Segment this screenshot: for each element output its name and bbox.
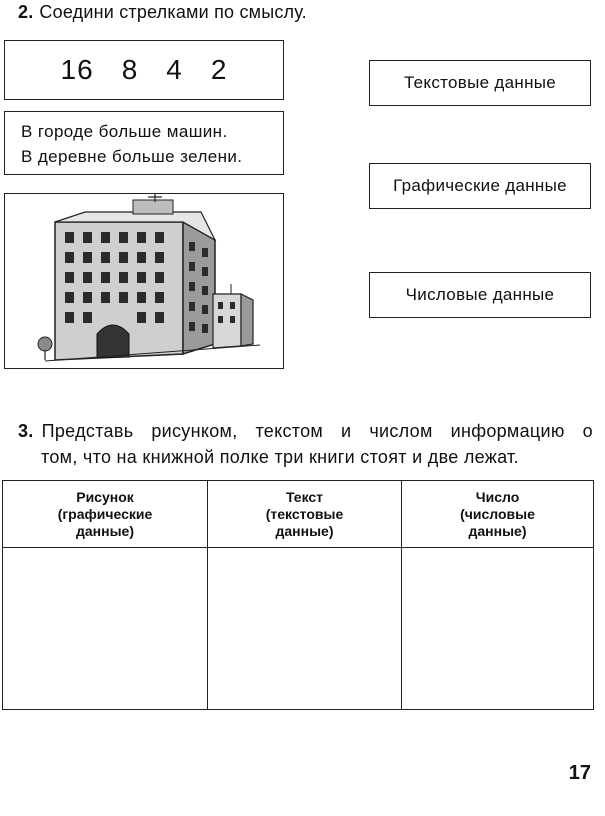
task-3-word-1-text: Представь [41,421,134,441]
answer-table [2,480,594,710]
number-4: 4 [166,54,183,85]
header-text-line-3: данные) [275,522,334,539]
answer-table-body-row [3,548,594,710]
text-card[interactable] [4,111,284,175]
header-number [402,481,594,548]
task-3-word-5: числом [369,421,433,441]
answer-cell-number[interactable] [402,548,594,710]
answer-cell-text[interactable] [208,548,402,710]
label-text-data[interactable] [369,60,591,106]
text-line-2: В деревне больше зелени. [21,147,243,166]
task-3-word-3: текстом [255,421,324,441]
task-2-instruction: Соедини стрелками по смыслу. [39,2,307,22]
number-8: 8 [121,54,139,85]
header-number-line-1: Число [475,488,520,505]
task-2-number: 2. [18,2,34,22]
task-3-word-4: и [341,421,352,441]
answer-cell-picture[interactable] [3,548,208,710]
number-2: 2 [210,54,228,85]
task-3-word-2: рисунком, [151,421,238,441]
numbers-card[interactable] [4,40,284,100]
label-graphic-data-text: Графические данные [393,176,567,195]
header-text [208,481,402,548]
header-text-line-1: Текст [285,488,324,505]
answer-table-header-row [3,481,594,548]
header-picture [3,481,208,548]
header-number-line-3: данные) [468,522,527,539]
task-3-word-7: о [582,421,593,441]
header-number-line-2: (числовые [460,505,535,522]
task-3-line-1 [18,418,593,444]
label-text-data-text: Текстовые данные [403,73,557,92]
header-picture-line-3: данные) [76,522,134,539]
task-3-word-1 [18,418,133,444]
task-3-text [18,418,593,470]
header-text-line-2: (текстовые [265,505,344,522]
label-numeric-data[interactable] [369,272,591,318]
apartment-building-drawing-icon [5,194,282,367]
image-card[interactable] [4,193,284,369]
label-numeric-data-text: Числовые данные [405,285,555,304]
label-graphic-data[interactable] [369,163,591,209]
text-line-1: В городе больше машин. [21,122,228,141]
task-3-word-6: информацию [450,421,565,441]
task-3-number: 3. [18,421,34,441]
page-number: 17 [568,762,591,784]
task-2-title [18,2,307,23]
task-3-line-2: том, что на книжной полке три книги стоят и две лежат. [41,447,519,467]
header-picture-line-1: Рисунок [76,488,134,505]
header-picture-line-2: (графические [57,505,153,522]
number-16: 16 [60,54,94,85]
